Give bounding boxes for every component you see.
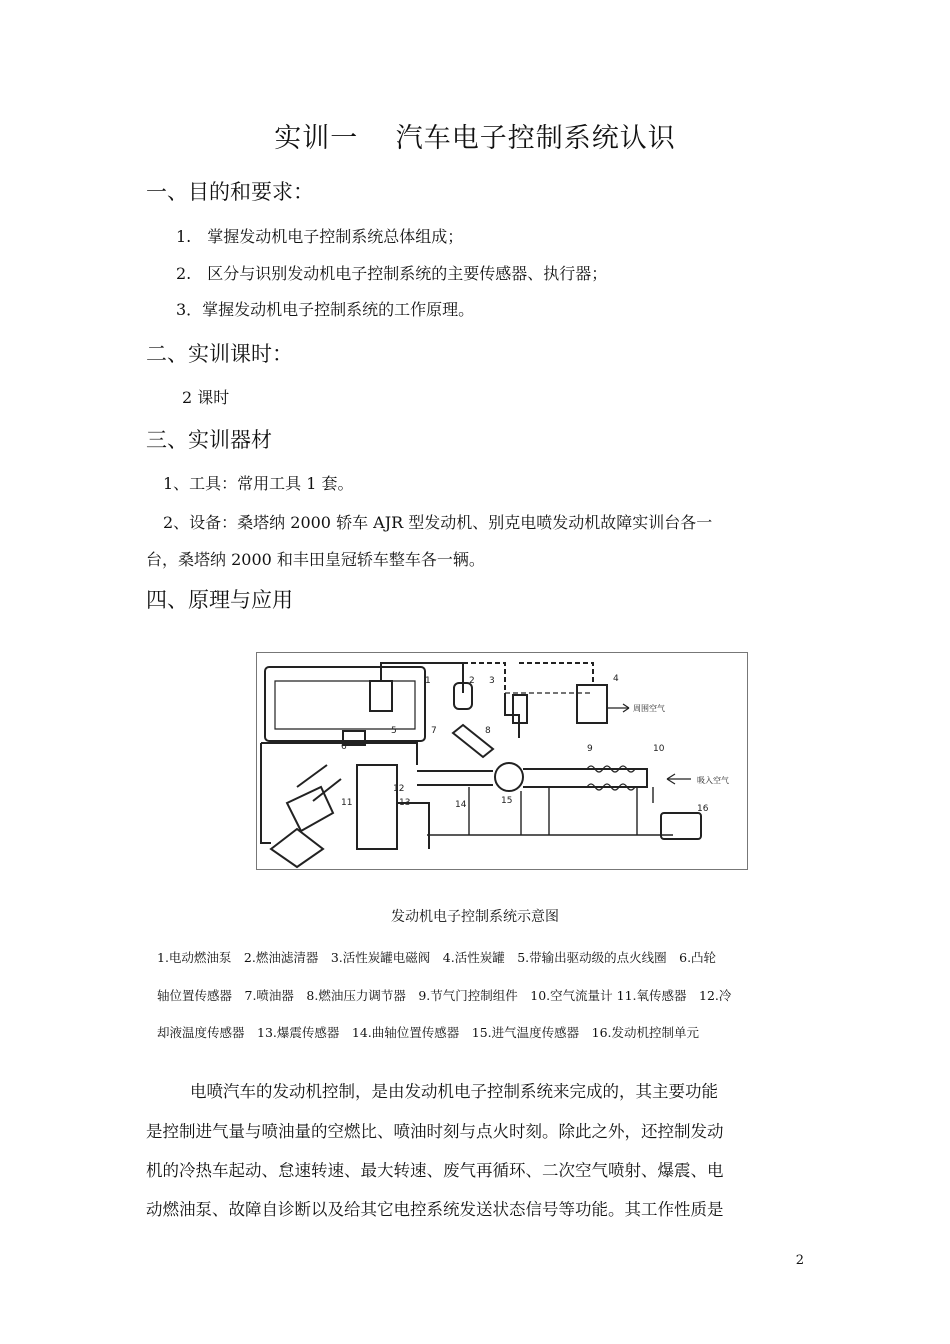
svg-text:13: 13 [399,798,411,808]
body-paragraph-line: 是控制进气量与喷油量的空燃比、喷油时刻与点火时刻。除此之外，还控制发动 [146,1122,724,1141]
engine-control-diagram [256,652,748,870]
svg-text:2: 2 [469,676,475,686]
intake-air-label: 吸入空气 [697,776,729,785]
svg-text:3: 3 [489,676,495,686]
svg-text:16: 16 [697,804,709,814]
section-heading-principle: 四、原理与应用 [146,588,293,612]
equipment-line: 1、工具：常用工具 1 套。 [163,474,354,493]
svg-text:7: 7 [431,726,437,736]
legend-line: 1.电动燃油泵 2.燃油滤清器 3.活性炭罐电磁阀 4.活性炭罐 5.带输出驱动级的点火线圈 6.凸轮 [157,950,717,965]
list-item: 1. 掌握发动机电子控制系统总体组成； [176,227,464,246]
page-number: 2 [795,1253,804,1268]
svg-text:8: 8 [485,726,491,736]
ambient-air-label: 周围空气 [633,704,665,713]
equipment-line: 台，桑塔纳 2000 和丰田皇冠轿车整车各一辆。 [146,550,485,569]
section-heading-equipment: 三、实训器材 [146,428,272,452]
svg-text:6: 6 [341,742,347,752]
list-item: 3．掌握发动机电子控制系统的工作原理。 [176,300,475,319]
hours-text: 2 课时 [182,388,230,407]
svg-text:5: 5 [391,726,397,736]
page-title: 实训一 汽车电子控制系统认识 [274,123,676,154]
figure-caption: 发动机电子控制系统示意图 [391,909,559,925]
svg-text:1: 1 [425,676,431,686]
legend-line: 轴位置传感器 7.喷油器 8.燃油压力调节器 9.节气门控制组件 10.空气流量计 11.氧传感器 12.冷 [157,988,732,1003]
svg-text:10: 10 [653,744,665,754]
svg-text:15: 15 [501,796,513,806]
svg-text:4: 4 [613,674,619,684]
svg-text:14: 14 [455,800,467,810]
section-heading-purpose: 一、目的和要求： [146,180,314,204]
equipment-line: 2、设备：桑塔纳 2000 轿车 AJR 型发动机、别克电喷发动机故障实训台各一 [163,513,713,532]
body-paragraph-line: 电喷汽车的发动机控制，是由发动机电子控制系统来完成的，其主要功能 [190,1082,718,1101]
body-paragraph-line: 动燃油泵、故障自诊断以及给其它电控系统发送状态信号等功能。其工作性质是 [146,1200,724,1219]
svg-text:12: 12 [393,784,405,794]
section-heading-hours: 二、实训课时： [146,342,293,366]
svg-text:9: 9 [587,744,593,754]
body-paragraph-line: 机的冷热车起动、怠速转速、最大转速、废气再循环、二次空气喷射、爆震、电 [146,1161,724,1180]
legend-line: 却液温度传感器 13.爆震传感器 14.曲轴位置传感器 15.进气温度传感器 16.发动机控制单元 [157,1025,700,1040]
list-item: 2. 区分与识别发动机电子控制系统的主要传感器、执行器； [176,264,608,283]
svg-text:11: 11 [341,798,353,808]
